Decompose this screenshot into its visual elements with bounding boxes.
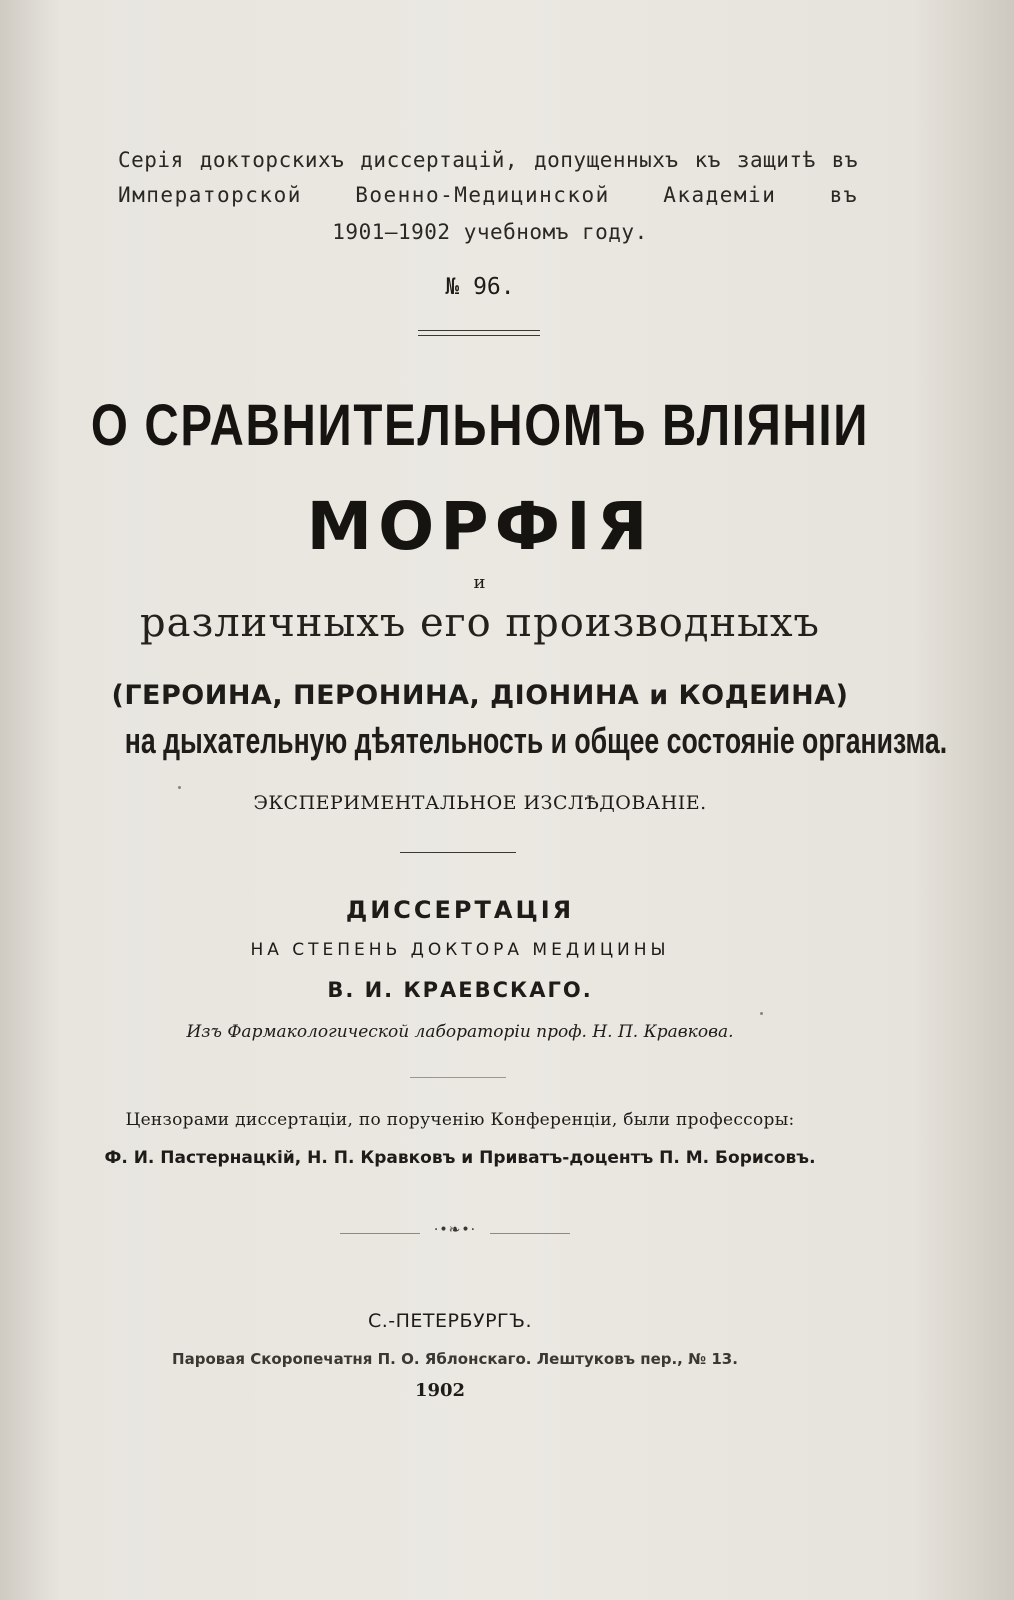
title-line-1: О СРАВНИТЕЛЬНОМЪ ВЛІЯНІИ (90, 393, 870, 458)
dissertation-heading: ДИССЕРТАЦІЯ (345, 896, 575, 924)
laboratory-divider (410, 1077, 506, 1078)
ornament-glyph: ·•❧•· (433, 1222, 477, 1238)
imprint-year: 1902 (414, 1380, 466, 1401)
title-line-3: различныхъ его производныхъ (140, 600, 820, 646)
censors-line-1: Цензорами диссертаціи, по порученію Конференціи, были профессоры: (125, 1110, 795, 1130)
imprint-press: Паровая Скоропечатня П. О. Яблонскаго. Лештуковъ пер., № 13. (172, 1350, 738, 1368)
paper-speck (760, 1012, 763, 1015)
dissertation-author: В. И. КРАЕВСКАГО. (327, 978, 593, 1002)
header-divider (418, 330, 540, 336)
series-line-2: Императорской Военно-Медицинской Академіи въ (118, 183, 858, 207)
title-subtitle: ЭКСПЕРИМЕНТАЛЬНОЕ ИЗСЛѢДОВАНІЕ. (253, 792, 707, 814)
dissertation-degree: НА СТЕПЕНЬ ДОКТОРА МЕДИЦИНЫ (250, 940, 670, 960)
censors-line-2: Ф. И. Пастернацкій, Н. П. Кравковъ и Приватъ-доцентъ П. М. Борисовъ. (104, 1148, 816, 1168)
title-divider (400, 852, 516, 853)
imprint-city: С.-ПЕТЕРБУРГЪ. (367, 1310, 533, 1332)
title-line-2: МОРФІЯ (306, 488, 654, 565)
title-line-4: (ГЕРОИНА, ПЕРОНИНА, ДІОНИНА и КОДЕИНА) (111, 680, 849, 711)
issue-number: № 96. (445, 274, 515, 300)
ornament-rule-right (490, 1233, 570, 1234)
series-line-3: 1901—1902 учебномъ году. (332, 220, 648, 244)
dissertation-laboratory: Изъ Фармакологической лабораторіи проф. Н. П. Кравкова. (186, 1022, 734, 1042)
title-conjunction: и (473, 572, 487, 593)
title-line-5: на дыхательную дѣятельность и общее состояніе организма. (124, 720, 948, 761)
series-line-1: Серія докторскихъ диссертацій, допущенныхъ къ защитѣ въ (118, 148, 858, 172)
paper-speck (178, 786, 181, 789)
